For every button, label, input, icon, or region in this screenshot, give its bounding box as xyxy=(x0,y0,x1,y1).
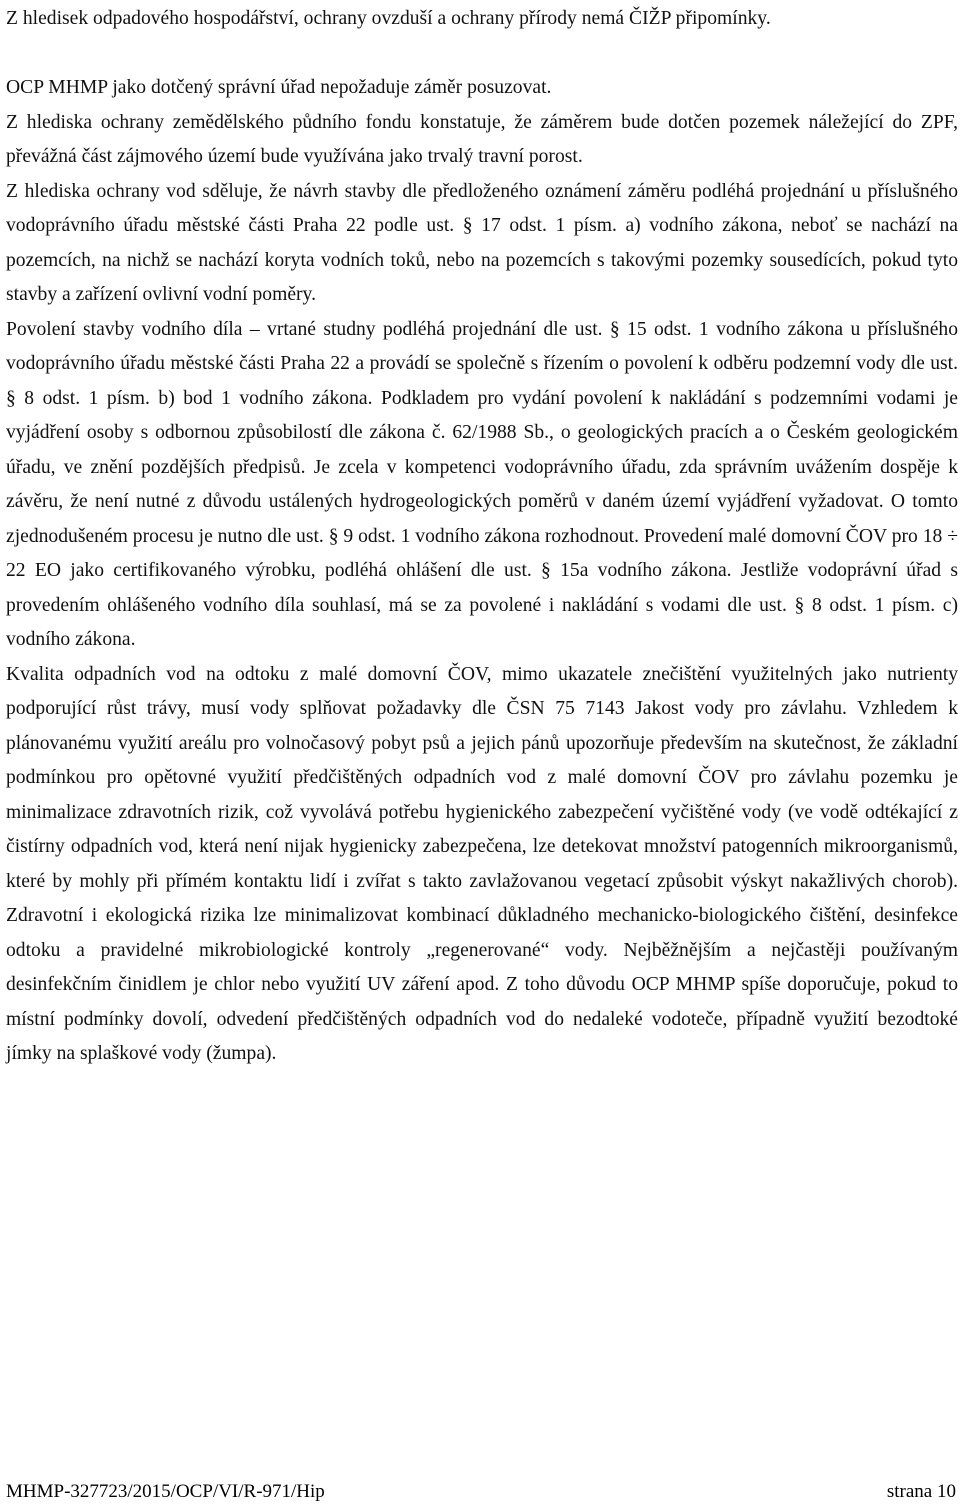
paragraph-ocp-statement: OCP MHMP jako dotčený správní úřad nepožaduje záměr posuzovat. xyxy=(6,77,552,98)
paragraph-spacer xyxy=(6,37,958,72)
paragraph-well-permit: Povolení stavby vodního díla – vrtané studny podléhá projednání dle ust. § 15 odst. 1 vodního zákona u příslušného vodoprávního úřadu městské části Praha 22 a provádí se společně s řízením o povolení k odběru podzemní vody dle ust. § 8 odst. 1 písm. b) bod 1 vodního zákona. Podkladem pro vydání povolení k nakládání s podzemními vodami je vyjádření osoby s odbornou způsobilostí dle zákona č. 62/1988 Sb., o geologických pracích a o Českém geologickém úřadu, ve znění pozdějších předpisů. Je zcela v kompetenci vodoprávního úřadu, zda správním uvážením dospěje k závěru, že není nutné z důvodu ustálených hydrogeologických poměrů v daném území vyjádření vyžadovat. O tomto zjednodušeném procesu je nutno dle ust. § 9 odst. 1 vodního zákona rozhodnout. Provedení malé domovní ČOV pro 18 ÷ 22 EO jako certifikovaného výrobku, podléhá ohlášení dle ust. § 15a vodního zákona. Jestliže vodoprávní úřad s provedením ohlášeného vodního díla souhlasí, má se za povolené i nakládání s vodami dle ust. § 8 odst. 1 písm. c) vodního zákona. xyxy=(6,318,958,650)
paragraph-cizp: Z hledisek odpadového hospodářství, ochrany ovzduší a ochrany přírody nemá ČIŽP připomínky. xyxy=(6,8,771,29)
page-footer xyxy=(6,1478,956,1506)
document-body xyxy=(6,2,958,1072)
paragraph-wastewater-quality: Kvalita odpadních vod na odtoku z malé domovní ČOV, mimo ukazatele znečištění využitelných jako nutrienty podporující růst trávy, musí vody splňovat požadavky dle ČSN 75 7143 Jakost vody pro závlahu. Vzhledem k plánovanému využití areálu pro volnočasový pobyt psů a jejich pánů upozorňuje především na skutečnost, že základní podmínkou pro opětovné využití předčištěných odpadních vod z malé domovní ČOV pro závlahu pozemku je minimalizace zdravotních rizik, což vyvolává potřebu hygienického zabezpečení vyčištěné vody (ve vodě odtékající z čistírny odpadních vod, která není nijak hygienicky zabezpečena, lze detekovat množství patogenních mikroorganismů, které by mohly při přímém kontaktu lidí i zvířat s takto zavlažovanou vegetací způsobit výskyt nakažlivých chorob). Zdravotní i ekologická rizika lze minimalizovat kombinací důkladného mechanicko-biologického čištění, desinfekce odtoku a pravidelné mikrobiologické kontroly „regenerované“ vody. Nejběžnějším a nejčastěji používaným desinfekčním činidlem je chlor nebo využití UV záření apod. Z toho důvodu OCP MHMP spíše doporučuje, pokud to místní podmínky dovolí, odvedení předčištěných odpadních vod do nedaleké vodoteče, případně využití bezodtoké jímky na splaškové vody (žumpa). xyxy=(6,663,958,1064)
page-number: strana 10 xyxy=(886,1481,956,1502)
document-reference: MHMP-327723/2015/OCP/VI/R-971/Hip xyxy=(6,1481,325,1502)
paragraph-zpf: Z hlediska ochrany zemědělského půdního fondu konstatuje, že záměrem bude dotčen pozemek náležející do ZPF, převážná část zájmového území bude využívána jako trvalý travní porost. xyxy=(6,111,958,167)
paragraph-water-protection: Z hlediska ochrany vod sděluje, že návrh stavby dle předloženého oznámení záměru podléhá projednání u příslušného vodoprávního úřadu městské části Praha 22 podle ust. § 17 odst. 1 písm. a) vodního zákona, neboť se nachází na pozemcích, na nichž se nachází koryta vodních toků, nebo na pozemcích s takovými pozemky sousedících, pokud tyto stavby a zařízení ovlivní vodní poměry. xyxy=(6,180,958,305)
